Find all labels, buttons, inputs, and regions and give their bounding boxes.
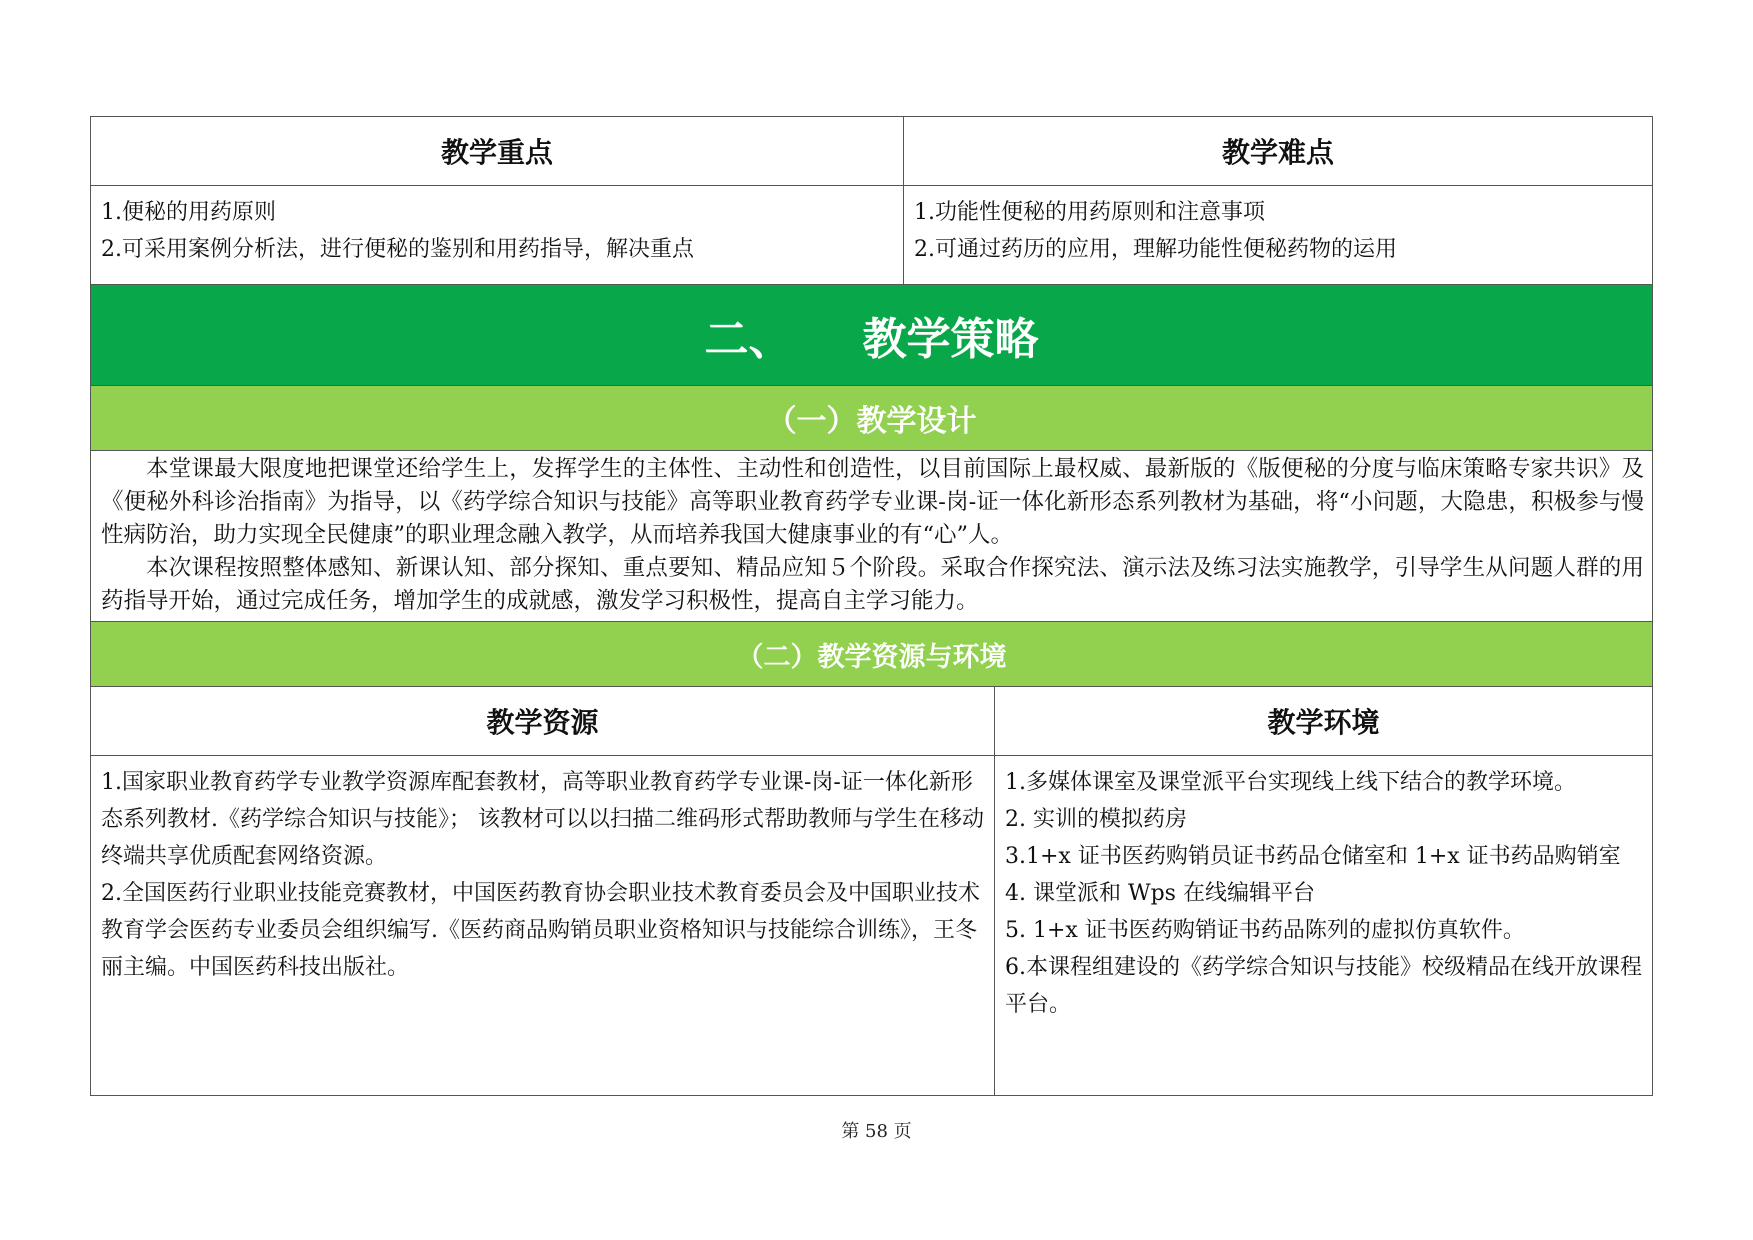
- resource-item: 1.国家职业教育药学专业教学资源库配套教材，高等职业教育药学专业课-岗-证一体化新形态系列教材.《药学综合知识与技能》； 该教材可以以扫描二维码形式帮助教师与学生在移动终端共享优质配套网络资源。: [101, 770, 984, 869]
- page-number: 第 58 页: [841, 1121, 912, 1142]
- teaching-design-text: [91, 451, 1652, 621]
- teaching-focus-header: 教学重点: [440, 136, 553, 169]
- resources-environment-heading: （二）教学资源与环境: [91, 622, 1652, 686]
- environment-item: 6.本课程组建设的《药学综合知识与技能》校级精品在线开放课程平台。: [1005, 955, 1642, 1017]
- teaching-environment-header: 教学环境: [994, 687, 1652, 755]
- environment-item: 5. 1+x 证书医药购销证书药品陈列的虚拟仿真软件。: [1005, 918, 1525, 943]
- environment-item: 3.1+x 证书医药购销员证书药品仓储室和 1+x 证书药品购销室: [1005, 844, 1621, 869]
- difficulty-item: 1.功能性便秘的用药原则和注意事项: [914, 200, 1265, 225]
- teaching-difficulty-cell: [903, 186, 1652, 284]
- design-paragraph: 本次课程按照整体感知、新课认知、部分探知、重点要知、精品应知５个阶段。采取合作探究法、演示法及练习法实施教学，引导学生从问题人群的用药指导开始，通过完成任务，增加学生的成就感，激发学习积极性，提高自主学习能力。: [101, 555, 1644, 614]
- teaching-resources-cell: [91, 756, 994, 1095]
- resources-header-row: [90, 687, 1653, 756]
- focus-header-row: [90, 116, 1653, 186]
- difficulty-item: 2.可通过药历的应用，理解功能性便秘药物的运用: [914, 237, 1397, 262]
- teaching-focus-cell: [91, 186, 903, 284]
- resources-body-row: [90, 756, 1653, 1096]
- section-title: 教学策略: [862, 314, 1039, 365]
- teaching-design-heading: （一）教学设计: [91, 386, 1652, 450]
- section-two-banner: [91, 285, 1652, 385]
- environment-item: 1.多媒体课室及课堂派平台实现线上线下结合的教学环境。: [1005, 770, 1576, 795]
- design-heading-row: [90, 386, 1653, 451]
- design-paragraph: 本堂课最大限度地把课堂还给学生上，发挥学生的主体性、主动性和创造性，以目前国际上最权威、最新版的《版便秘的分度与临床策略专家共识》及《便秘外科诊治指南》为指导，以《药学综合知识与技能》高等职业教育药学专业课-岗-证一体化新形态系列教材为基础，将“小问题，大隐患，积极参与慢性病防治，助力实现全民健康”的职业理念融入教学，从而培养我国大健康事业的有“心”人。: [101, 456, 1644, 548]
- focus-item: 2.可采用案例分析法，进行便秘的鉴别和用药指导，解决重点: [101, 237, 694, 262]
- teaching-resources-header: 教学资源: [486, 706, 599, 739]
- design-body-row: [90, 451, 1653, 622]
- environment-item: 4. 课堂派和 Wps 在线编辑平台: [1005, 881, 1315, 906]
- teaching-environment-cell: [994, 756, 1652, 1095]
- focus-body-row: [90, 186, 1653, 285]
- resource-item: 2.全国医药行业职业技能竞赛教材，中国医药教育协会职业技术教育委员会及中国职业技术教育学会医药专业委员会组织编写.《医药商品购销员职业资格知识与技能综合训练》，王冬丽主编。中国医药科技出版社。: [101, 881, 980, 980]
- focus-item: 1.便秘的用药原则: [101, 200, 276, 225]
- environment-item: 2. 实训的模拟药房: [1005, 807, 1187, 832]
- section-two-row: [90, 285, 1653, 386]
- section-number: 二、: [704, 314, 793, 365]
- resources-heading-row: [90, 622, 1653, 687]
- teaching-difficulty-header: 教学难点: [903, 117, 1652, 185]
- document-page: [90, 116, 1653, 1096]
